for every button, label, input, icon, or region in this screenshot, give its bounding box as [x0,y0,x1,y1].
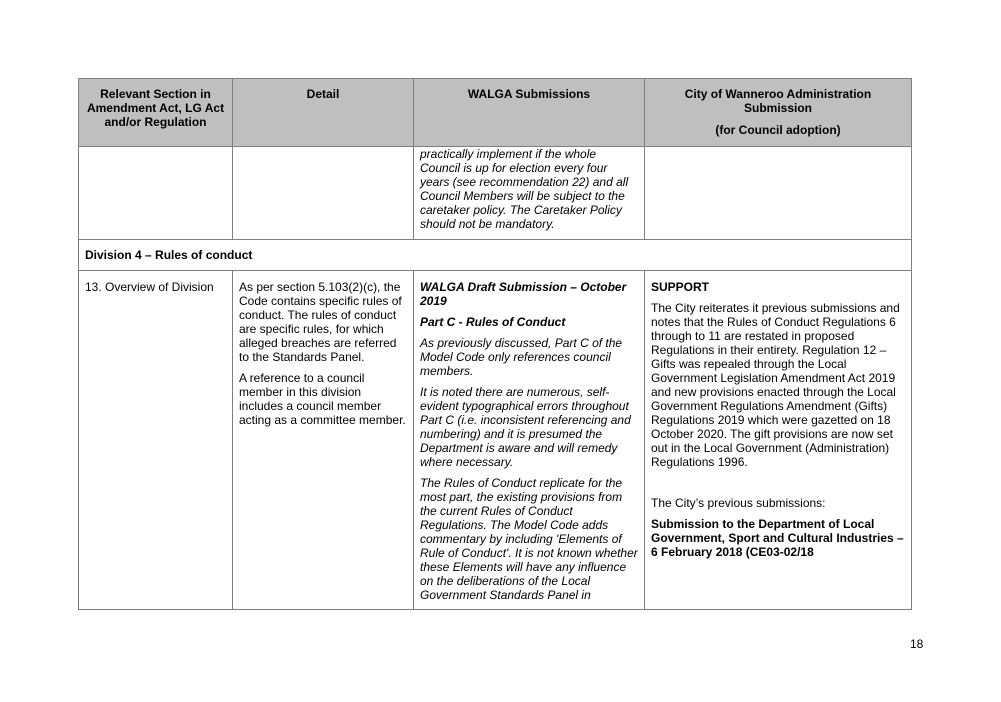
cell-city [645,271,912,610]
header-detail: Detail [233,79,414,147]
section-number: 13. [85,280,102,294]
submissions-table [78,78,912,610]
walga-paragraph: The Rules of Conduct replicate for the most part, the existing provisions from the current Rules of Conduct Regulations. The Model Code adds commentary by including 'Elements of Rule of Conduct'. It is not known whether these Elements will have any influence on the deliberations of the Local Government Standards Panel in [420,476,638,602]
cell-section [79,271,233,610]
detail-paragraph: As per section 5.103(2)(c), the Code contains specific rules of conduct. The rules of conduct are specific rules, for which alleged breaches are referred to the Standards Panel. [239,280,402,364]
city-heading: SUPPORT [651,280,710,294]
walga-paragraph: As previously discussed, Part C of the Model Code only references council members. [420,336,623,378]
cell-empty [79,147,233,240]
cell-empty [645,147,912,240]
division-heading-row [79,240,912,271]
division-heading: Division 4 – Rules of conduct [79,240,912,271]
city-paragraph: The City reiterates it previous submissions and notes that the Rules of Conduct Regulations 6 through to 11 are restated in proposed Regulations in their entirety. Regulation 12 – Gifts was repealed through the Local Government Legislation Amendment Act 2019 and new provisions enacted through the Local Government Regulations Amendment (Gifts) Regulations 2019 which were gazetted on 18 October 2020. The gift provisions are now set out in the Local Government (Administration) Regulations 1996. [651,301,900,469]
city-previous-label: The City’s previous submissions: [651,496,826,510]
walga-heading: WALGA Draft Submission – October 2019 [420,280,627,308]
header-walga: WALGA Submissions [414,79,645,147]
cell-walga [414,271,645,610]
header-row [79,79,912,147]
table-row [79,271,912,610]
cell-detail [233,271,414,610]
section-title: Overview of Division [105,280,214,294]
walga-subheading: Part C - Rules of Conduct [420,315,566,329]
walga-paragraph: It is noted there are numerous, self-evident typographical errors throughout Part C (i.e. inconsistent referencing and numbering) and it is presumed the Department is aware and will remedy where necessary. [420,385,631,469]
table-row-continuation [79,147,912,240]
header-city: City of Wanneroo Administration Submission (for Council adoption) [645,79,912,147]
city-previous-submission: Submission to the Department of Local Government, Sport and Cultural Industries – 6 February 2018 (CE03-02/18 [651,517,904,559]
detail-paragraph: A reference to a council member in this division includes a council member acting as a committee member. [239,371,406,427]
header-section: Relevant Section in Amendment Act, LG Act and/or Regulation [79,79,233,147]
cell-walga-continuation: practically implement if the whole Council is up for election every four years (see recommendation 22) and all Council Members will be subject to the caretaker policy. The Caretaker Policy should not be mandatory. [414,147,645,240]
page-number: 18 [910,637,924,651]
cell-empty [233,147,414,240]
